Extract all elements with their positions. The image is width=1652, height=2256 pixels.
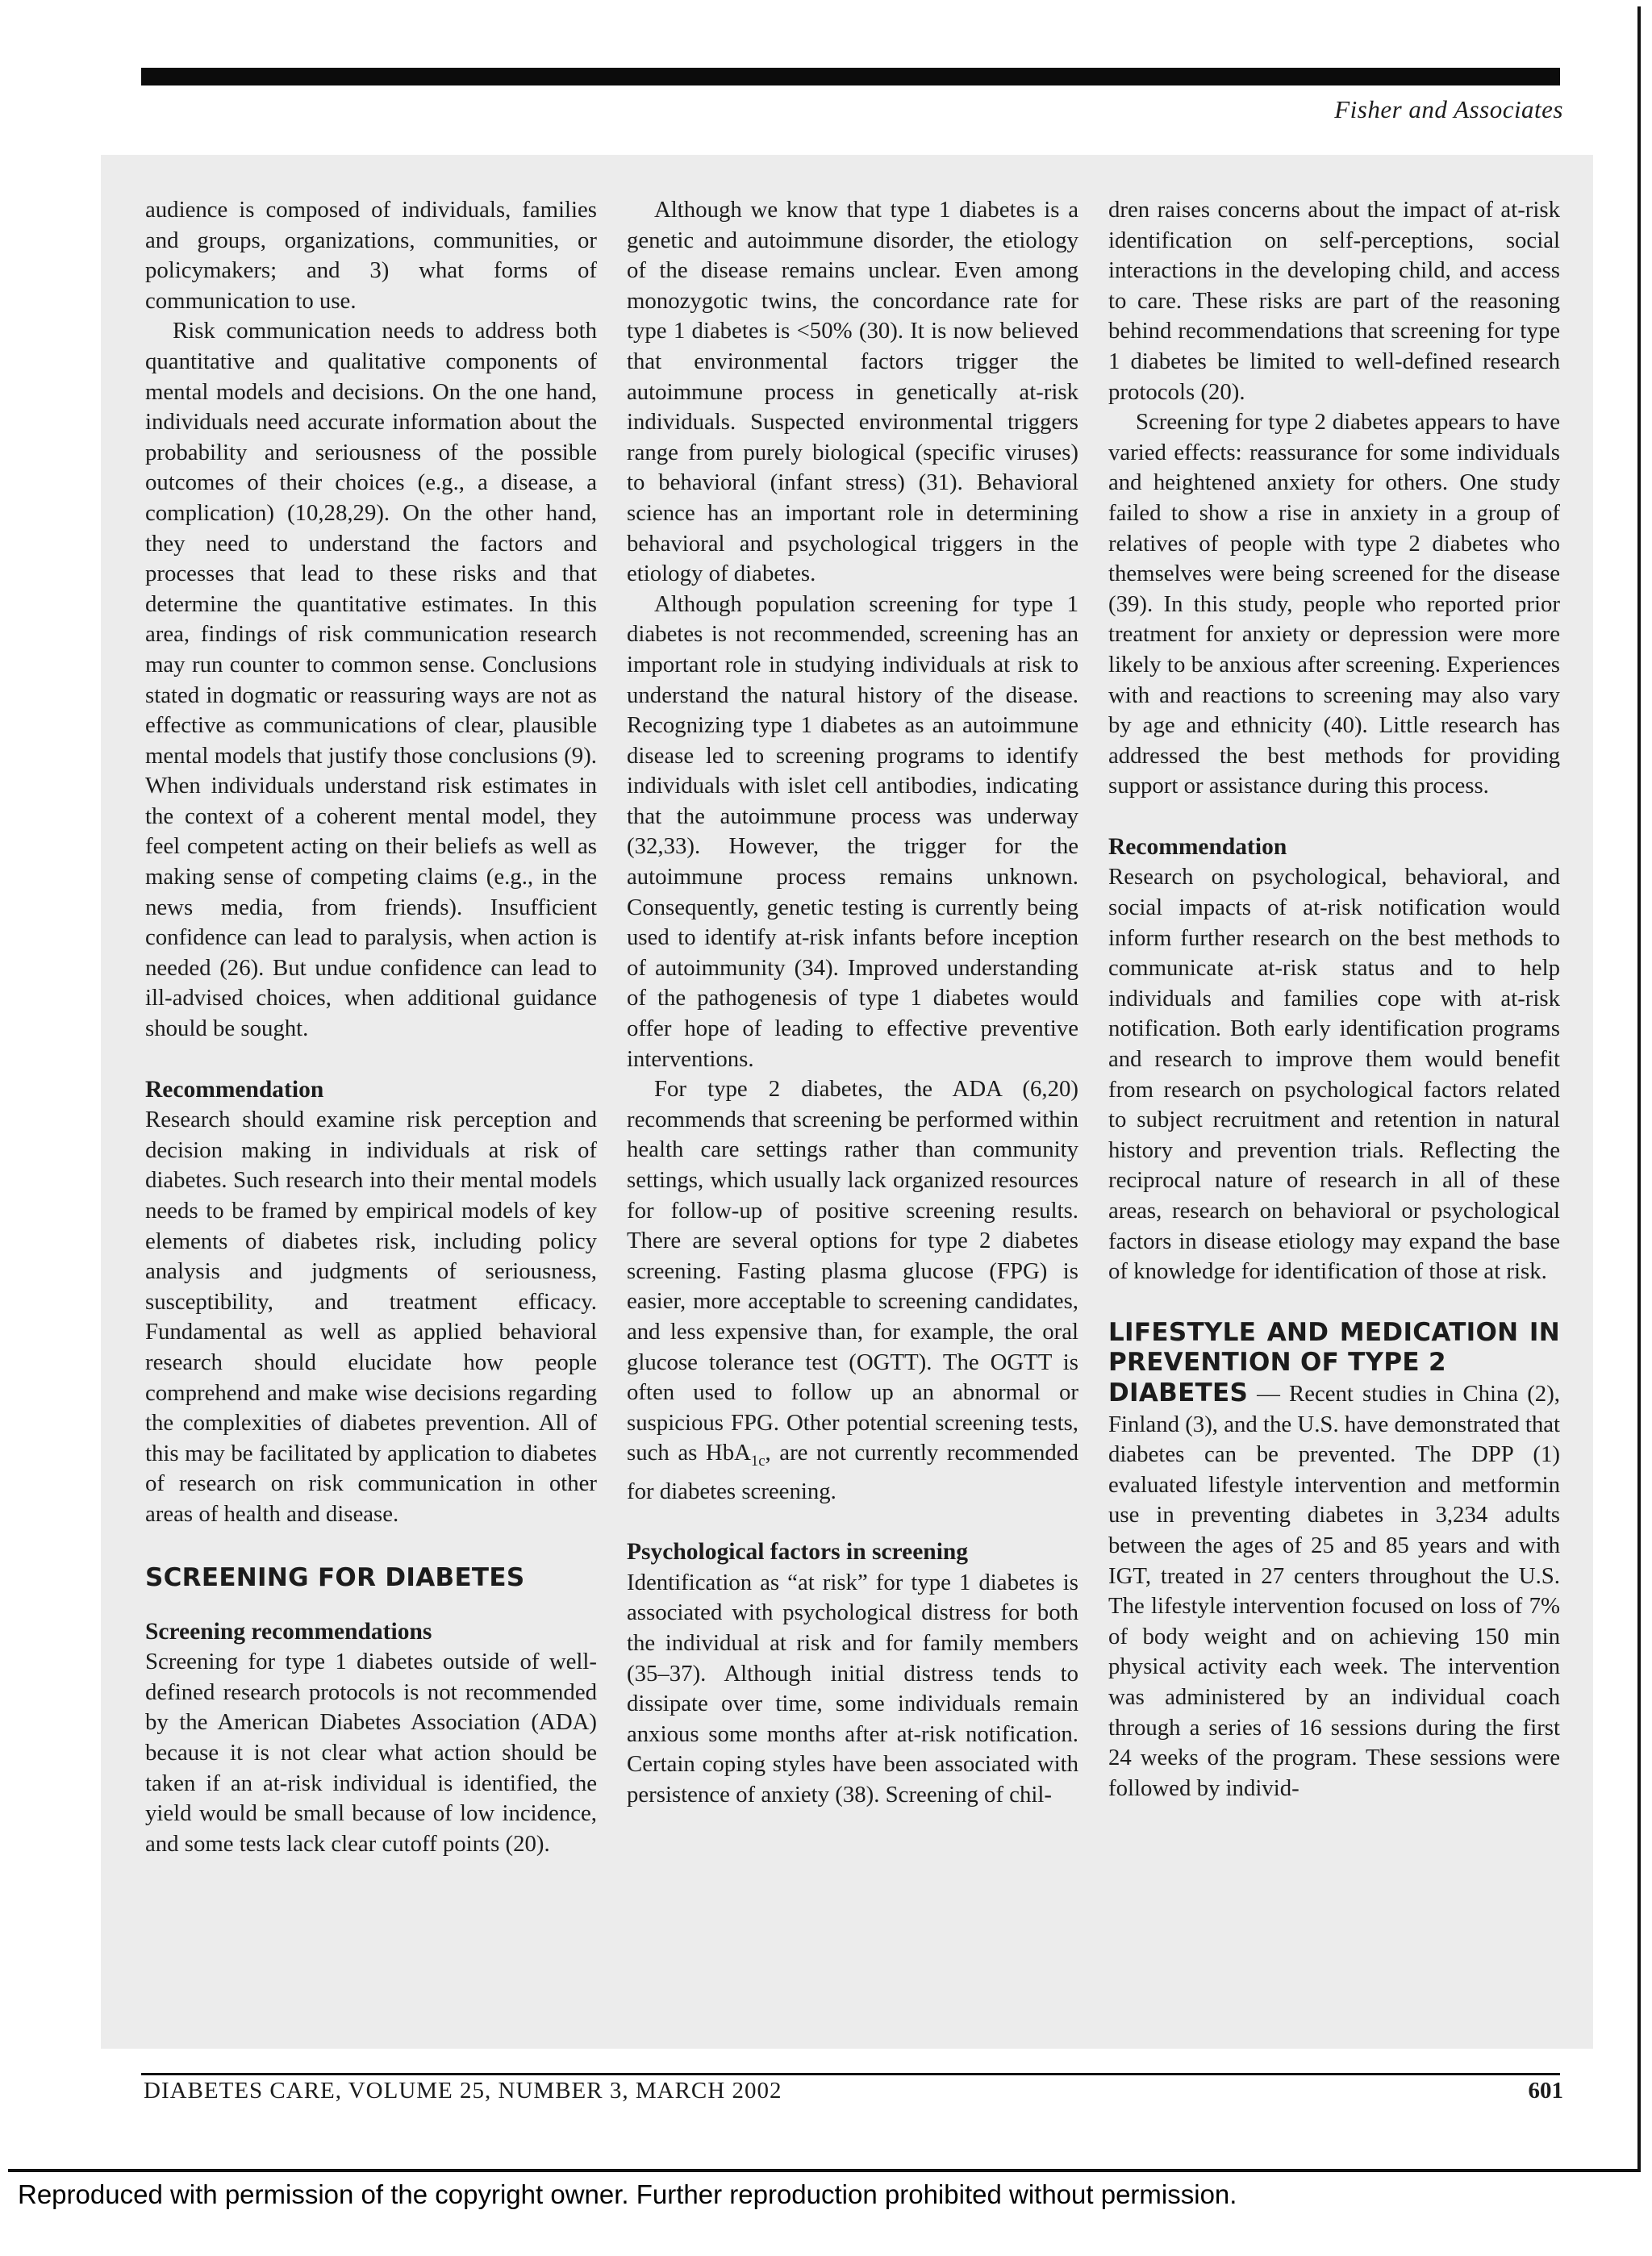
subheading-screening-recommendations: Screening recommendations bbox=[145, 1618, 432, 1645]
paragraph: Screening for type 1 diabetes outside of well-defined research protocols is not recommended by the American Diabetes Association (ADA) because it is not clear what action should be taken if an at-risk individual is identified, the yield would be small because of low incidence, and some tests lack clear cutoff points (20). bbox=[145, 1649, 597, 1857]
copyright-notice: Reproduced with permission of the copyright owner. Further reproduction prohibited without permission. bbox=[18, 2179, 1237, 2209]
paragraph: Research should examine risk perception and decision making in individuals at risk of diabetes. Such research into their mental models needs to be framed by empirical models of key elements of diabetes risk, including policy analysis and judgments of seriousness, susceptibility, and treatment efficacy. Fundamental as well as applied behavioral research should elucidate how people comprehend and make wise decisions regarding the complexities of diabetes prevention. All of this may be facilitated by application to diabetes of research on risk communication in other areas of health and disease. bbox=[145, 1107, 597, 1527]
paragraph-text: For type 2 diabetes, the ADA (6,20) recommends that screening be performed within health care settings rather than community settings, which usually lack organized resources for follow-up of positive screening results. There are several options for type 2 diabetes screening. Fasting plasma glucose (FPG) is easier, more acceptable to screening candidates, and less expensive than, for example, the oral glucose tolerance test (OGTT). The OGTT is often used to follow up an abnormal or suspicious FPG. Other potential screening tests, such as HbA bbox=[627, 1076, 1078, 1466]
footer-rule bbox=[141, 2073, 1560, 2075]
paragraph: Screening for type 2 diabetes appears to have varied effects: reassurance for some individuals and heightened anxiety for others. One study failed to show a rise in anxiety in a group of relatives of people with type 2 diabetes who themselves were being screened for the disease (39). In this study, people who reported prior treatment for anxiety or depression were more likely to be anxious after screening. Experiences with and reactions to screening may also vary by age and ethnicity (40). Little research has addressed the best methods for providing support or assistance during this process. bbox=[1108, 409, 1560, 799]
subheading-recommendation: Recommendation bbox=[145, 1076, 324, 1103]
paragraph: dren raises concerns about the impact of at-risk identification on self-perceptions, social interactions in the developing child, and access to care. These risks are part of the reasoning behind recommendations that screening for type 1 diabetes be limited to well-defined research protocols (20). bbox=[1108, 197, 1560, 405]
running-head: Fisher and Associates bbox=[1334, 95, 1563, 123]
paragraph-text: — Recent studies in China (2), Finland (3), and the U.S. have demonstrated that diabetes can be prevented. The DPP (1) evaluated lifestyle intervention and metformin use in preventing diabetes in 3,234 adults between the ages of 25 and 85 years and with IGT, treated in 27 centers throughout the U.S. The lifestyle intervention focused on loss of 7% of body weight and on achieving 150 min physical activity each week. The intervention was administered by an individual coach through a series of 16 sessions during the first 24 weeks of the program. These sessions were followed by individ- bbox=[1108, 1380, 1560, 1801]
section-heading-lifestyle: LIFESTYLE AND MEDICATION IN PREVENTION OF TYPE 2 bbox=[1108, 1317, 1560, 1378]
paragraph: Identification as “at risk” for type 1 diabetes is associated with psychological distress for both the individual at risk and for family members (35–37). Although initial distress tends to dissipate over time, some individuals remain anxious some months after at-risk notification. Certain coping styles have been associated with persistence of anxiety (38). Screening of chil- bbox=[627, 1569, 1078, 1808]
column-2 bbox=[627, 195, 1078, 1811]
paragraph: Although we know that type 1 diabetes is a genetic and autoimmune disorder, the etiology of the disease remains unclear. Even among monozygotic twins, the concordance rate for type 1 diabetes is <50% (30). It is now believed that environmental factors trigger the autoimmune process in genetically at-risk individuals. Suspected environmental triggers range from purely biological (specific viruses) to behavioral (infant stress) (31). Behavioral science has an important role in determining behavioral and psychological triggers in the etiology of diabetes. bbox=[627, 197, 1078, 587]
header-rule bbox=[141, 68, 1560, 85]
paragraph bbox=[1108, 1378, 1560, 1804]
paragraph: audience is composed of individuals, families and groups, organizations, communities, or policymakers; and 3) what forms of communication to use. bbox=[145, 197, 597, 314]
paragraph-text: , are not currently recommended for diabetes screening. bbox=[627, 1440, 1078, 1504]
paragraph: Risk communication needs to address both quantitative and qualitative components of mental models and decisions. On the one hand, individuals need accurate information about the probability and seriousness of the possible outcomes of their choices (e.g., a disease, a complication) (10,28,29). On the other hand, they need to understand the factors and processes that lead to these risks and that determine the quantitative estimates. In this area, findings of risk communication research may run counter to common sense. Conclusions stated in dogmatic or reassuring ways are not as effective as communications of clear, plausible mental models that justify those conclusions (9). When individuals understand risk estimates in the context of a coherent mental model, they feel competent acting on their beliefs as well as making sense of competing claims (e.g., in the news media, from friends). Insufficient confidence can lead to paralysis, when action is needed (26). But undue confidence can lead to ill-advised choices, when additional guidance should be sought. bbox=[145, 318, 597, 1042]
column-1 bbox=[145, 195, 597, 1859]
journal-citation: DIABETES CARE, VOLUME 25, NUMBER 3, MARCH 2002 bbox=[144, 2078, 782, 2104]
paragraph bbox=[627, 1074, 1078, 1507]
section-heading-screening: SCREENING FOR DIABETES bbox=[145, 1562, 525, 1592]
page-number: 601 bbox=[1528, 2078, 1563, 2104]
run-in-heading: DIABETES bbox=[1108, 1378, 1249, 1407]
paragraph: Although population screening for type 1 diabetes is not recommended, screening has an important role in studying individuals at risk to understand the natural history of the disease. Recognizing type 1 diabetes as an autoimmune disease led to screening programs to identify individuals with islet cell antibodies, indicating that the autoimmune process was underway (32,33). However, the trigger for the autoimmune process remains unknown. Consequently, genetic testing is currently being used to identify at-risk infants before inception of autoimmunity (34). Improved understanding of the pathogenesis of type 1 diabetes would offer hope of leading to effective preventive interventions. bbox=[627, 590, 1078, 1072]
subheading-psychological-factors: Psychological factors in screening bbox=[627, 1539, 969, 1566]
paragraph: Research on psychological, behavioral, and social impacts of at-risk notification would inform further research on the best methods to communicate at-risk status and to help individuals and families cope with at-risk notification. Both early identification programs and research to improve them would benefit from research on psychological factors related to subject recruitment and retention in natural history and prevention trials. Reflecting the reciprocal nature of research in all of these areas, research on behavioral or psychological factors in disease etiology may expand the base of knowledge for identification of those at risk. bbox=[1108, 864, 1560, 1285]
column-3 bbox=[1108, 195, 1560, 1804]
subheading-recommendation: Recommendation bbox=[1108, 833, 1287, 860]
subscript: 1c bbox=[750, 1453, 766, 1470]
